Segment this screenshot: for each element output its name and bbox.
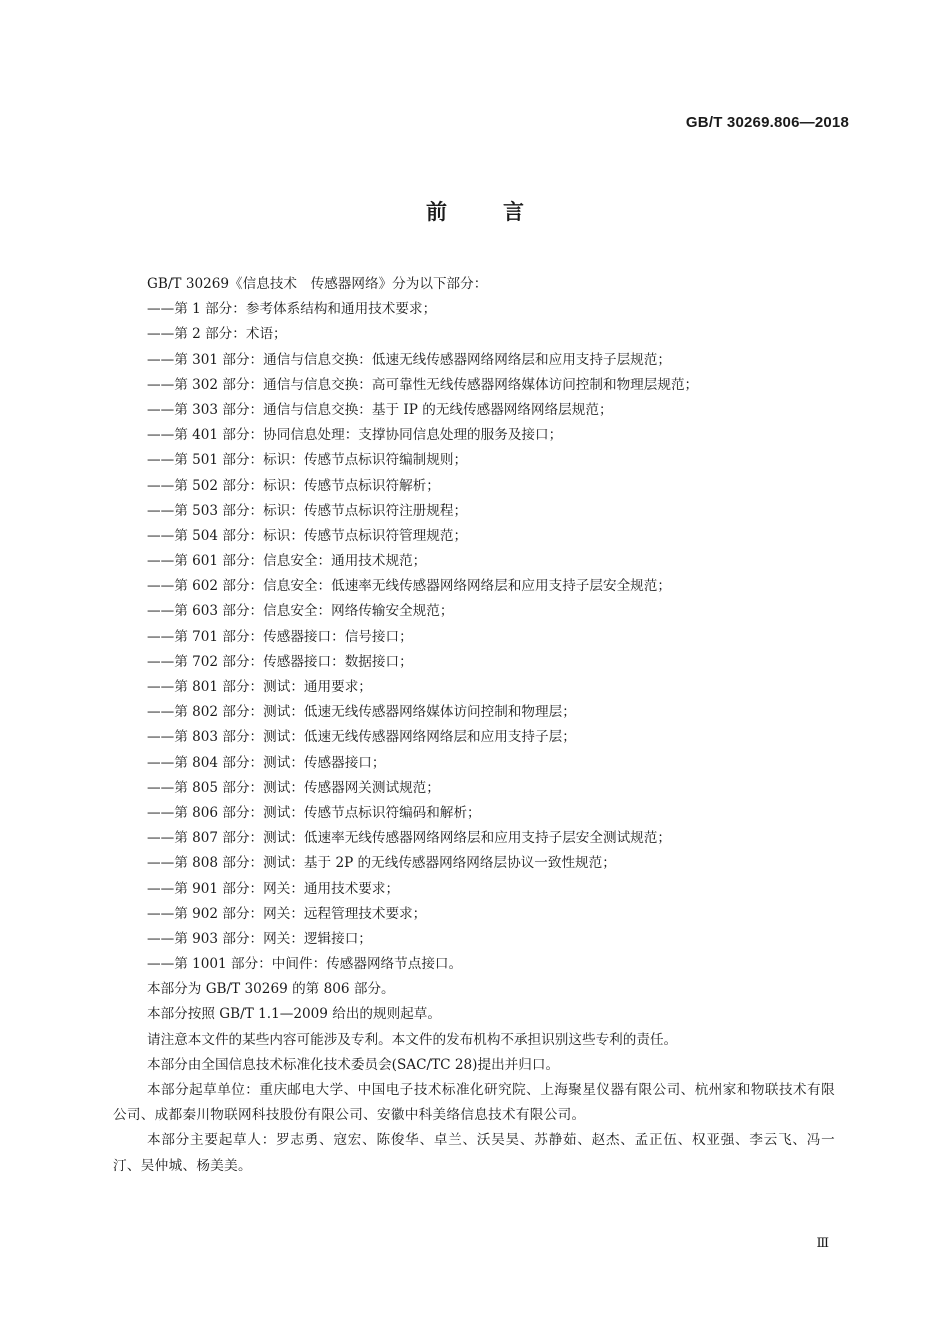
list-item: ——第 902 部分：网关：远程管理技术要求； [147,905,427,922]
drafting-units: 本部分起草单位：重庆邮电大学、中国电子技术标准化研究院、上海聚星仪器有限公司、杭州家和物联技术有限公司、成都秦川物联网科技股份有限公司、安徽中科美络信息技术有限公司。 [113,1082,835,1124]
drafters: 本部分主要起草人：罗志勇、寇宏、陈俊华、卓兰、沃吴昊、苏静茹、赵杰、孟正伍、权亚强、李云飞、冯一汀、吴仲城、杨美美。 [113,1132,835,1174]
list-item: ——第 603 部分：信息安全：网络传输安全规范； [147,603,454,620]
list-item: ——第 805 部分：测试：传感器网关测试规范； [147,779,440,796]
list-item: ——第 503 部分：标识：传感节点标识符注册规程； [147,502,468,519]
list-item: ——第 1001 部分：中间件：传感器网络节点接口。 [147,956,463,973]
list-item: ——第 302 部分：通信与信息交换：高可靠性无线传感器网络媒体访问控制和物理层规范； [147,376,699,393]
page-number: Ⅲ [816,1236,829,1251]
list-item: ——第 602 部分：信息安全：低速率无线传感器网络网络层和应用支持子层安全规范； [147,578,671,595]
list-item: ——第 502 部分：标识：传感节点标识符解析； [147,477,440,494]
list-item: ——第 504 部分：标识：传感节点标识符管理规范； [147,527,468,544]
list-item: ——第 808 部分：测试：基于 2P 的无线传感器网络网络层协议一致性规范； [147,855,616,872]
list-item: ——第 1 部分：参考体系结构和通用技术要求； [147,301,437,318]
drafting-rules-statement: 本部分按照 GB/T 1.1—2009 给出的规则起草。 [147,1006,441,1023]
list-item: ——第 303 部分：通信与信息交换：基于 IP 的无线传感器网络网络层规范； [147,401,613,418]
list-item: ——第 601 部分：信息安全：通用技术规范； [147,553,427,570]
list-item: ——第 807 部分：测试：低速率无线传感器网络网络层和应用支持子层安全测试规范； [147,830,671,847]
list-item: ——第 804 部分：测试：传感器接口； [147,754,386,771]
list-item: ——第 702 部分：传感器接口：数据接口； [147,653,413,670]
list-item: ——第 501 部分：标识：传感节点标识符编制规则； [147,452,468,469]
list-item: ——第 901 部分：网关：通用技术要求； [147,880,400,897]
part-statement: 本部分为 GB/T 30269 的第 806 部分。 [147,981,395,998]
page-title: 前言 [426,200,580,224]
list-item: ——第 803 部分：测试：低速无线传感器网络网络层和应用支持子层； [147,729,576,746]
list-item: ——第 301 部分：通信与信息交换：低速无线传感器网络网络层和应用支持子层规范； [147,351,671,368]
list-item: ——第 802 部分：测试：低速无线传感器网络媒体访问控制和物理层； [147,704,576,721]
patent-notice: 请注意本文件的某些内容可能涉及专利。本文件的发布机构不承担识别这些专利的责任。 [147,1031,678,1048]
list-item: ——第 903 部分：网关：逻辑接口； [147,930,372,947]
list-item: ——第 701 部分：传感器接口：信号接口； [147,628,413,645]
foreword-body [113,272,835,1179]
list-item: ——第 801 部分：测试：通用要求； [147,679,372,695]
list-item: ——第 401 部分：协同信息处理：支撑协同信息处理的服务及接口； [147,427,563,444]
list-item: ——第 806 部分：测试：传感节点标识符编码和解析； [147,804,481,821]
list-item: ——第 2 部分：术语； [147,326,287,343]
intro-line: GB/T 30269《信息技术 传感器网络》分为以下部分： [147,276,488,292]
proposer-statement: 本部分由全国信息技术标准化技术委员会(SAC/TC 28)提出并归口。 [147,1056,560,1073]
parts-list [113,297,835,977]
document-code: GB/T 30269.806—2018 [685,114,849,131]
